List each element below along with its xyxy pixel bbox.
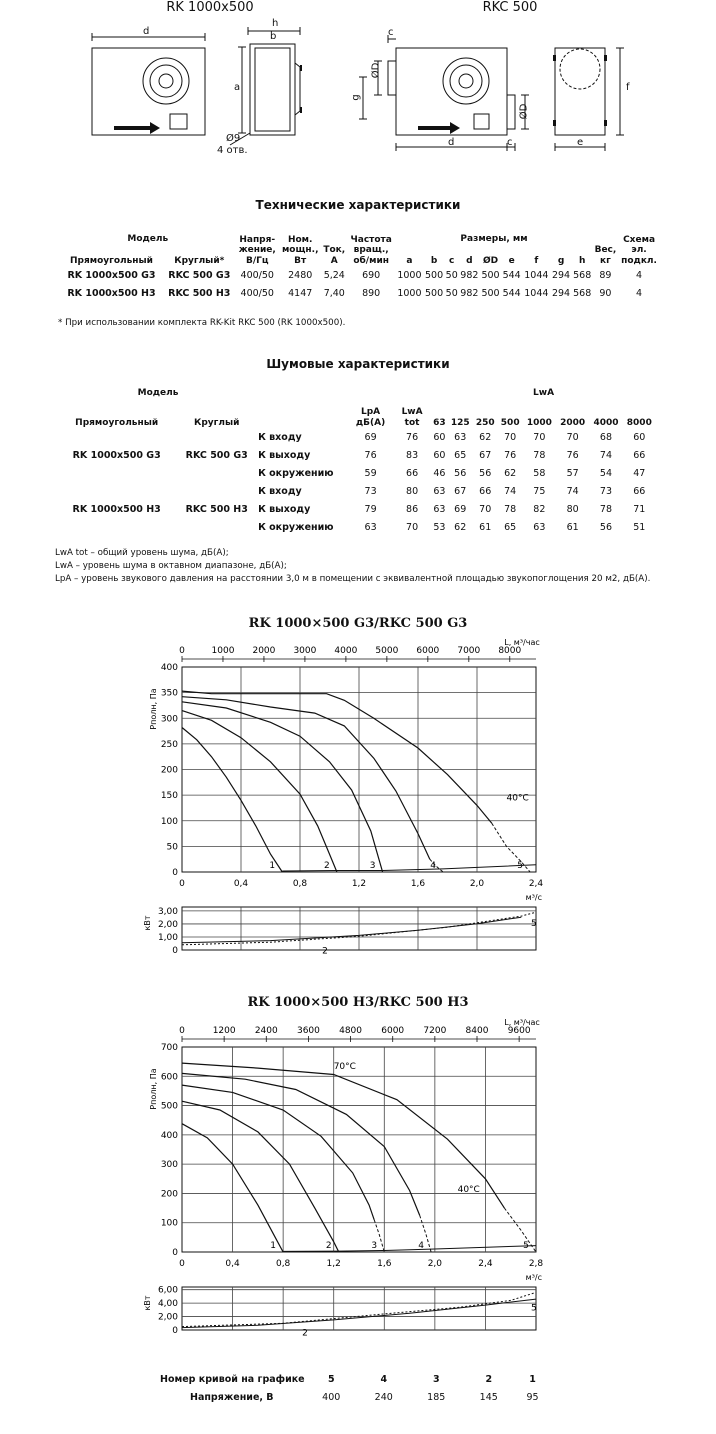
cell: 4 xyxy=(636,269,643,281)
y-tick-label: 600 xyxy=(160,1072,178,1083)
y-tick-label: 400 xyxy=(160,663,178,673)
x2-tick-label: 8400 xyxy=(465,1026,489,1036)
x2-tick-label: 6000 xyxy=(381,1026,405,1036)
cell: RK 1000x500 H3 xyxy=(67,287,156,299)
power-y-tick: 4,00 xyxy=(157,1299,178,1310)
tech-head-rect: Прямоугольный xyxy=(69,255,153,266)
x-tick-label: 0,4 xyxy=(233,879,249,889)
dim-label-h: h xyxy=(272,18,279,29)
y-tick-label: 300 xyxy=(160,714,178,725)
dim-label-d-right: d xyxy=(448,137,455,148)
x2-tick-label: 1000 xyxy=(211,646,235,656)
cell: 58 xyxy=(533,467,546,479)
dim-label-c-top: c xyxy=(388,27,394,38)
chart-h3 xyxy=(0,1012,716,1342)
power-frame xyxy=(182,1287,536,1330)
power-y-tick: 1,00 xyxy=(157,932,178,943)
noise-head-lpa: LpA дБ(A) xyxy=(355,407,386,428)
legend-row1-label: Номер кривой на графике xyxy=(160,1373,305,1385)
cell: 544 xyxy=(502,269,521,281)
dim-label-e: e xyxy=(577,137,584,148)
cell xyxy=(175,428,258,446)
cell: 7,40 xyxy=(323,287,345,299)
cell: 95 xyxy=(526,1391,539,1403)
cell: 86 xyxy=(406,503,419,515)
tech-head-h: h xyxy=(578,255,586,266)
tech-title: Технические характеристики xyxy=(255,198,461,212)
x-tick-label: 0,8 xyxy=(275,1259,291,1269)
cell: 65 xyxy=(504,521,517,533)
cell: 1000 xyxy=(397,269,422,281)
curve-label-2: 2 xyxy=(324,861,330,871)
band: 500 xyxy=(500,417,520,428)
curve-2 xyxy=(182,1101,339,1252)
technical-drawings xyxy=(0,15,716,165)
cell: 66 xyxy=(479,485,492,497)
tech-head-weight: Вес, кг xyxy=(594,245,617,266)
cell xyxy=(175,464,258,482)
x-tick-label: 0 xyxy=(179,879,185,889)
dim-label-a: a xyxy=(234,82,241,93)
x2-tick-label: 2000 xyxy=(252,646,276,656)
tech-head-f: f xyxy=(534,255,539,266)
cell xyxy=(58,482,175,500)
band: 8000 xyxy=(626,417,652,428)
cell: 5 xyxy=(327,1373,335,1385)
cell: RK 1000x500 G3 xyxy=(67,269,156,281)
x2-tick-label: 2400 xyxy=(254,1026,278,1036)
tech-head-e: e xyxy=(508,255,515,266)
cell: 79 xyxy=(364,503,377,515)
curve-4 xyxy=(182,697,430,860)
note-line: LpA – уровень звукового давления на расстоянии 3,0 м в помещении с эквивалентной площадью звукопоглощения 20 м2, дБ(A). xyxy=(55,574,651,584)
tech-row-g3 xyxy=(60,266,660,284)
noise-table xyxy=(58,388,656,536)
x2-tick-label: 5000 xyxy=(375,646,399,656)
tech-footnote: * При использовании комплекта RK-Kit RKC 500 (RK 1000x500). xyxy=(58,318,346,328)
cell xyxy=(258,406,348,428)
cell: 76 xyxy=(566,449,579,461)
x-tick-label: 1,6 xyxy=(377,1259,392,1269)
cell: 294 xyxy=(551,287,571,299)
x-axis-label: м³/с xyxy=(525,893,542,902)
tech-head-b: b xyxy=(430,255,438,266)
cell: 76 xyxy=(364,449,377,461)
y-tick-label: 500 xyxy=(160,1101,178,1112)
band: 2000 xyxy=(560,417,586,428)
cell: RK 1000x500 H3 xyxy=(72,503,161,515)
tech-head-D: ØD xyxy=(482,255,499,266)
x-tick-label: 2,0 xyxy=(427,1259,443,1269)
x-tick-label: 1,6 xyxy=(410,879,426,889)
cell: 400 xyxy=(322,1391,341,1403)
temp-label-40: 40°C xyxy=(457,1184,480,1195)
cell: 69 xyxy=(454,503,467,515)
cell: 63 xyxy=(364,521,377,533)
temp-label: 40°C xyxy=(506,793,529,804)
curve-label-5: 5 xyxy=(523,1241,529,1251)
cell: 145 xyxy=(479,1391,498,1403)
cell: 54 xyxy=(599,467,613,479)
curve-2 xyxy=(182,711,337,872)
band: 4000 xyxy=(593,417,619,428)
cell: 982 xyxy=(460,269,479,281)
power-y-tick: 2,00 xyxy=(157,919,178,930)
curve-label-1: 1 xyxy=(270,1241,277,1251)
x2-tick-label: 4000 xyxy=(334,646,358,656)
x2-tick-label: 3600 xyxy=(296,1026,320,1036)
y-tick-label: 300 xyxy=(160,1160,178,1171)
system-curve xyxy=(282,865,536,871)
cell: 400/50 xyxy=(240,287,274,299)
cell: 66 xyxy=(633,485,646,497)
curve-label-3: 3 xyxy=(371,1241,378,1251)
power-label-2: 2 xyxy=(322,946,328,957)
cell: К входу xyxy=(258,485,302,497)
power-y-tick: 0 xyxy=(172,1326,178,1336)
cell: 568 xyxy=(573,269,592,281)
power-label-5: 5 xyxy=(531,919,537,930)
cell: 78 xyxy=(504,503,517,515)
noise-head-round: Круглый xyxy=(194,417,240,428)
x-tick-label: 1,2 xyxy=(326,1259,341,1269)
y-tick-label: 700 xyxy=(160,1043,178,1053)
power-y-label: кВт xyxy=(143,1295,152,1311)
cell: 60 xyxy=(633,431,646,443)
y-tick-label: 400 xyxy=(160,1130,178,1141)
band: 125 xyxy=(450,417,470,428)
cell: 3 xyxy=(432,1373,440,1385)
x2-tick-label: 9600 xyxy=(507,1026,531,1036)
cell: 63 xyxy=(433,503,446,515)
cell: 2 xyxy=(485,1373,493,1385)
cell: 51 xyxy=(633,521,646,533)
cell: 56 xyxy=(454,467,467,479)
cell: 46 xyxy=(433,467,446,479)
dim-label-holes: 4 отв. xyxy=(217,145,248,156)
y-tick-label: 50 xyxy=(166,842,178,853)
cell xyxy=(175,518,258,536)
x2-tick-label: 7000 xyxy=(457,646,481,656)
cell: 47 xyxy=(633,467,646,479)
power-curve-2 xyxy=(182,917,521,943)
cell: 80 xyxy=(566,503,579,515)
cell: RKC 500 G3 xyxy=(185,449,248,461)
cell: 63 xyxy=(433,485,446,497)
curve-label-4: 4 xyxy=(418,1241,424,1251)
tech-head-d: d xyxy=(466,255,473,266)
x2-tick-label: 6000 xyxy=(416,646,440,656)
y-tick-label: 200 xyxy=(160,1189,178,1200)
curve-label-5: 5 xyxy=(517,861,523,871)
cell: 60 xyxy=(433,431,446,443)
cell: 76 xyxy=(406,431,419,443)
curve-5 xyxy=(182,1063,504,1208)
noise-row xyxy=(58,428,656,446)
noise-row xyxy=(58,518,656,536)
y-tick-label: 0 xyxy=(172,868,178,878)
x2-tick-label: 1200 xyxy=(212,1026,236,1036)
dim-label-D-right: ØD xyxy=(518,103,530,120)
cell: 61 xyxy=(566,521,579,533)
noise-row xyxy=(58,446,656,464)
cell: 59 xyxy=(364,467,377,479)
cell: 69 xyxy=(364,431,377,443)
dim-label-D-left: ØD xyxy=(370,62,382,79)
dim-label-d-left: d xyxy=(143,26,150,37)
noise-head-lwa: LwA xyxy=(533,388,555,398)
x2-tick-label: 0 xyxy=(179,646,185,656)
cell: 61 xyxy=(479,521,492,533)
dim-label-f: f xyxy=(626,82,630,93)
cell: 66 xyxy=(633,449,646,461)
cell: 70 xyxy=(504,431,517,443)
x-tick-label: 2,4 xyxy=(478,1259,493,1269)
x-tick-label: 0 xyxy=(179,1259,185,1269)
cell xyxy=(58,464,175,482)
x2-tick-label: 3000 xyxy=(293,646,317,656)
cell: RKC 500 H3 xyxy=(185,503,248,515)
noise-row xyxy=(58,464,656,482)
drawing-title-rk: RK 1000x500 xyxy=(166,0,254,15)
cell: 4 xyxy=(636,287,643,299)
curve-5-dashed xyxy=(492,823,530,872)
chart2-title: RK 1000×500 H3/RKC 500 H3 xyxy=(247,995,469,1010)
band: 250 xyxy=(475,417,495,428)
cell: 83 xyxy=(406,449,419,461)
y-tick-label: 200 xyxy=(160,765,178,776)
cell: 500 xyxy=(481,287,500,299)
cell: 67 xyxy=(479,449,492,461)
cell: 73 xyxy=(364,485,377,497)
cell: 568 xyxy=(573,287,592,299)
chart-g3 xyxy=(0,632,716,962)
cell: 62 xyxy=(479,431,492,443)
cell: 70 xyxy=(406,521,419,533)
tech-head-speed: Частота вращ., об/мин xyxy=(350,234,392,266)
x2-tick-label: 8000 xyxy=(498,646,522,656)
y-tick-label: 0 xyxy=(172,1248,178,1258)
cell: 68 xyxy=(599,431,613,443)
tech-head-c: c xyxy=(449,255,455,266)
cell: 400/50 xyxy=(240,269,274,281)
tech-head-scheme: Схема эл. подкл. xyxy=(621,234,657,266)
dim-label-c-bottom: c xyxy=(507,137,513,148)
cell: 71 xyxy=(633,503,646,515)
cell: 74 xyxy=(504,485,517,497)
noise-title: Шумовые характеристики xyxy=(266,357,450,371)
cell: 74 xyxy=(599,449,613,461)
dim-label-hole: Ø9 xyxy=(226,133,241,144)
curve-1 xyxy=(182,728,282,873)
cell: 80 xyxy=(406,485,419,497)
cell: 500 xyxy=(481,269,500,281)
dim-label-b: b xyxy=(270,31,277,42)
curve-label-4: 4 xyxy=(430,861,436,871)
curve-5 xyxy=(182,691,492,823)
note-line: LwA tot – общий уровень шума, дБ(A); xyxy=(55,548,229,558)
y-tick-label: 100 xyxy=(160,816,178,827)
cell: RKC 500 G3 xyxy=(168,269,231,281)
power-y-tick: 0 xyxy=(172,946,178,956)
cell: 544 xyxy=(502,287,521,299)
y-tick-label: 100 xyxy=(160,1218,178,1229)
cell: 67 xyxy=(454,485,467,497)
cell xyxy=(175,482,258,500)
drawing-title-rkc: RKC 500 xyxy=(482,0,538,15)
noise-notes xyxy=(55,547,650,586)
power-y-tick: 2,00 xyxy=(157,1312,178,1323)
y-tick-label: 150 xyxy=(160,791,178,802)
x2-tick-label: 0 xyxy=(179,1026,185,1036)
cell: 78 xyxy=(533,449,546,461)
x-tick-label: 0,4 xyxy=(225,1259,240,1269)
curve-label-1: 1 xyxy=(269,861,276,871)
x-tick-label: 0,8 xyxy=(292,879,308,889)
curve-voltage-table xyxy=(160,1370,550,1406)
band: 1000 xyxy=(526,417,552,428)
tech-head-current: Ток, A xyxy=(323,245,346,266)
noise-head-rect: Прямоугольный xyxy=(75,417,159,428)
cell xyxy=(258,388,348,406)
cell: 1044 xyxy=(524,287,549,299)
cell: RK 1000x500 G3 xyxy=(72,449,161,461)
cell: 4147 xyxy=(288,287,313,299)
cell: 982 xyxy=(460,287,479,299)
cell: 75 xyxy=(533,485,546,497)
tech-head-round: Круглый* xyxy=(174,255,225,266)
cell: 57 xyxy=(566,467,579,479)
cell: 500 xyxy=(425,287,444,299)
cell xyxy=(58,428,175,446)
cell: 294 xyxy=(551,269,571,281)
cell: 5,24 xyxy=(323,269,345,281)
tech-row-h3 xyxy=(60,284,660,302)
cell: К выходу xyxy=(258,449,311,461)
cell: 62 xyxy=(454,521,467,533)
cell: 185 xyxy=(427,1391,446,1403)
cell: 74 xyxy=(566,485,579,497)
power-y-tick: 3,00 xyxy=(157,906,178,917)
cell: 63 xyxy=(454,431,467,443)
cell: 240 xyxy=(374,1391,393,1403)
cell: 1000 xyxy=(397,287,422,299)
cell: RKC 500 H3 xyxy=(168,287,231,299)
x2-tick-label: 7200 xyxy=(423,1026,447,1036)
cell: 63 xyxy=(533,521,546,533)
cell: 90 xyxy=(599,287,612,299)
cell: 70 xyxy=(479,503,492,515)
curve-label-3: 3 xyxy=(369,861,376,871)
power-y-label: кВт xyxy=(143,915,152,931)
tech-head-g: g xyxy=(557,255,565,266)
x2-axis-label: L, м³/час xyxy=(504,638,540,647)
cell: 56 xyxy=(599,521,613,533)
cell: 500 xyxy=(425,269,444,281)
legend-row2-label: Напряжение, В xyxy=(190,1391,274,1403)
cell: 70 xyxy=(566,431,579,443)
cell: 50 xyxy=(445,269,458,281)
y-axis-label: Pполн, Па xyxy=(149,1068,158,1110)
cell: 1 xyxy=(529,1373,536,1385)
cell: 53 xyxy=(433,521,446,533)
power-label-5: 5 xyxy=(531,1303,537,1314)
note-line: LwA – уровень шума в октавном диапазоне, дБ(A); xyxy=(55,561,287,571)
cell: К окружению xyxy=(258,467,334,479)
cell: 82 xyxy=(533,503,546,515)
cell xyxy=(58,518,175,536)
y-tick-label: 250 xyxy=(160,739,178,750)
x-tick-label: 2,8 xyxy=(528,1259,544,1269)
cell: 60 xyxy=(433,449,446,461)
cell: К выходу xyxy=(258,503,311,515)
tech-head-model: Модель xyxy=(127,233,169,244)
chart1-title: RK 1000×500 G3/RKC 500 G3 xyxy=(248,616,468,631)
x2-tick-label: 4800 xyxy=(339,1026,363,1036)
cell: 1044 xyxy=(524,269,549,281)
tech-head-voltage: Напря- жение, В/Гц xyxy=(238,234,276,266)
cell: К окружению xyxy=(258,521,334,533)
cell: 78 xyxy=(599,503,613,515)
cell: 89 xyxy=(599,269,612,281)
band: 63 xyxy=(433,417,446,428)
x2-axis-label: L, м³/час xyxy=(504,1018,540,1027)
cell: 76 xyxy=(504,449,517,461)
cell: 690 xyxy=(362,269,381,281)
temp-label-70: 70°C xyxy=(333,1061,356,1072)
x-axis-label: м³/с xyxy=(525,1273,542,1282)
power-label-2: 2 xyxy=(302,1328,308,1339)
tech-table xyxy=(60,232,660,302)
cell: 56 xyxy=(479,467,492,479)
cell: 2480 xyxy=(288,269,313,281)
noise-row xyxy=(58,500,656,518)
y-axis-label: Pполн, Па xyxy=(149,688,158,730)
cell: К входу xyxy=(258,431,302,443)
cell: 70 xyxy=(533,431,546,443)
power-y-tick: 6,00 xyxy=(157,1285,178,1296)
cell: 73 xyxy=(599,485,613,497)
cell: 4 xyxy=(380,1373,388,1385)
cell: 62 xyxy=(504,467,517,479)
noise-row xyxy=(58,482,656,500)
tech-head-power: Ном. мощн., Вт xyxy=(281,234,319,266)
system-curve xyxy=(283,1246,536,1252)
cell: 65 xyxy=(454,449,467,461)
x-tick-label: 1,2 xyxy=(351,879,367,889)
tech-head-dims: Размеры, мм xyxy=(460,233,528,244)
y-tick-label: 350 xyxy=(160,688,178,699)
noise-head-lwatot: LwA tot xyxy=(401,407,423,428)
cell: 890 xyxy=(362,287,381,299)
cell: 50 xyxy=(445,287,458,299)
tech-head-a: a xyxy=(406,255,413,266)
dim-label-g: g xyxy=(350,94,362,101)
x-tick-label: 2,0 xyxy=(469,879,485,889)
noise-head-model: Модель xyxy=(137,388,179,398)
power-curve-5 xyxy=(182,1292,536,1326)
cell: 66 xyxy=(406,467,419,479)
x-tick-label: 2,4 xyxy=(528,879,544,889)
curve-label-2: 2 xyxy=(325,1241,332,1251)
